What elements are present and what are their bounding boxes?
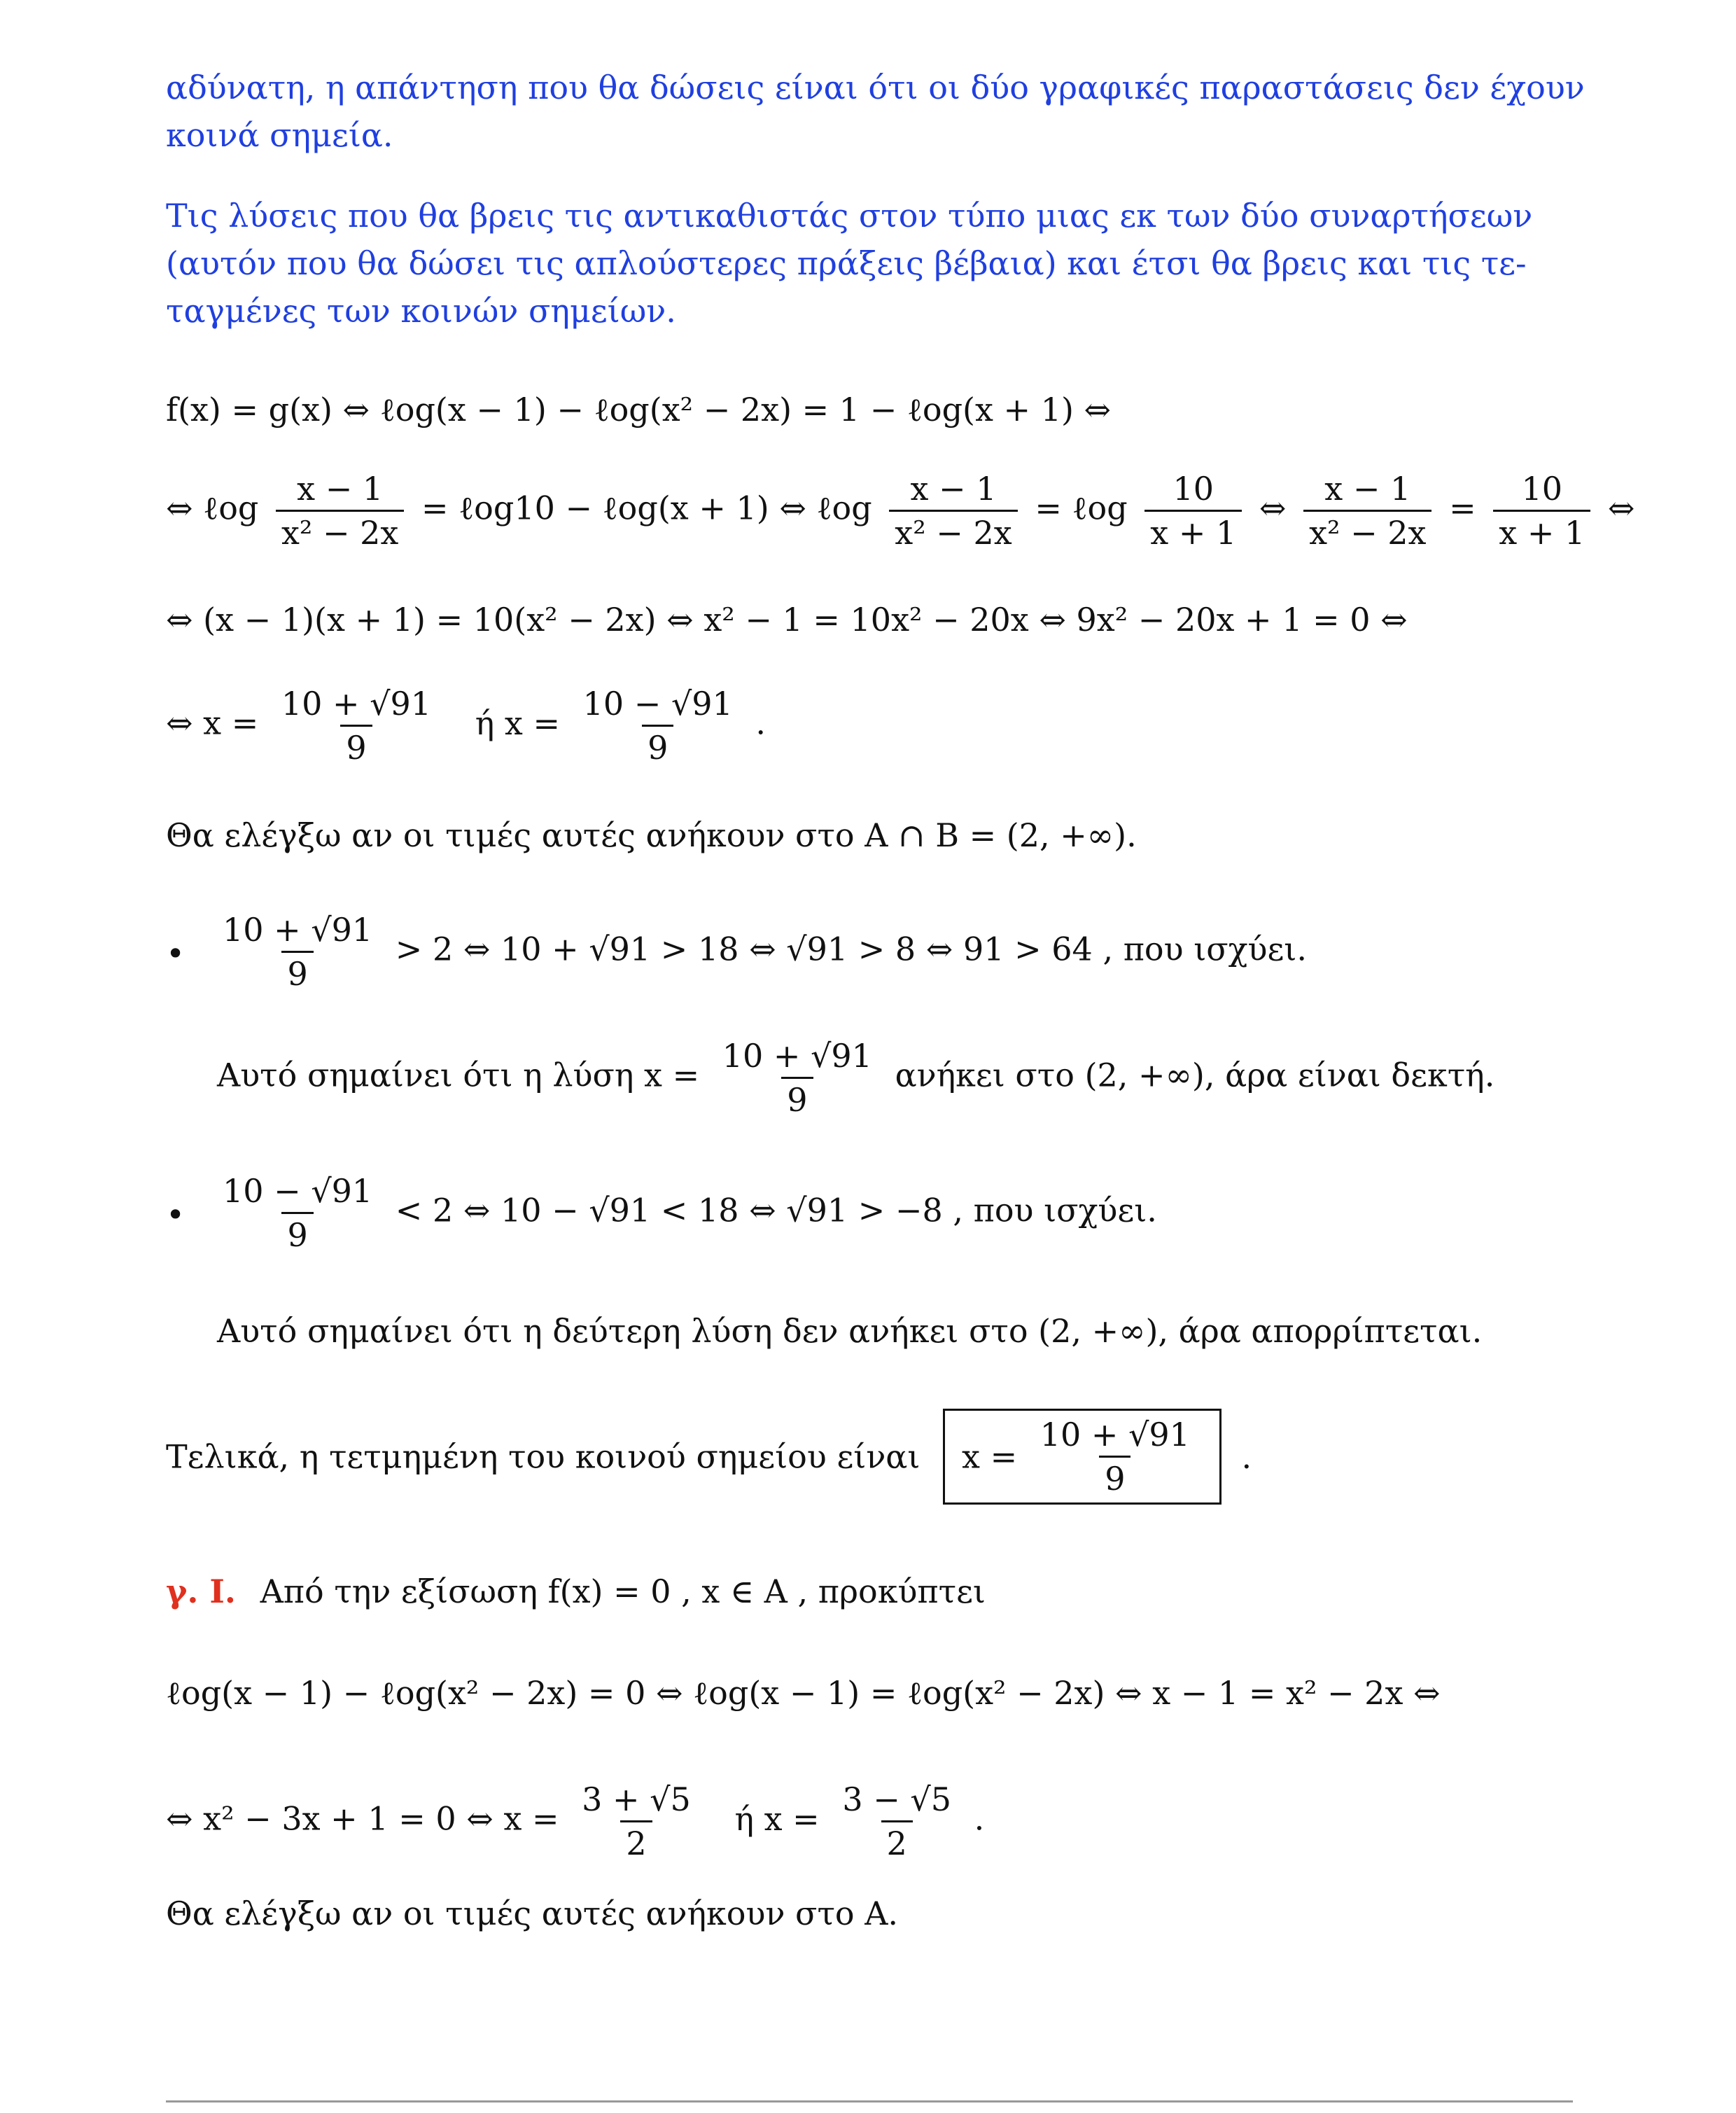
fraction: $\frac{x - 1}{\text{x² − 2x}}$ [1303,468,1432,554]
bullet-comment: Αυτό σημαίνει ότι η δεύτερη λύση δεν ανήκει στο (2, +∞), άρα απορρίπτεται. [217,1312,1483,1350]
equation-line: ⇔ ℓog $\frac{x - 1}{\text{x² − 2x}}$ = ℓog10 − ℓog(x + 1) ⇔ ℓog $\frac{x - 1}{\text{x² − 2x}}$ = ℓog $\frac{10}{x + 1}$ ⇔ $\frac{x - 1}{\text{x² − 2x}}$ = $\frac{10}{x + 1}$ ⇔ [166,468,1634,554]
final-answer-line: Τελικά, η τετμημένη του κοινού σημείου είναι x = $\frac{10 + √91}{9}$ . [166,1409,1252,1505]
fraction: $\frac{x - 1}{\text{x² − 2x}}$ [889,468,1017,554]
fraction: $\frac{10 + √91}{9}$ [1035,1414,1196,1500]
fraction: $\frac{10 + √91}{9}$ [717,1035,878,1121]
bullet-equation: $\frac{10 - √91}{9}$ < 2 ⇔ 10 − √91 < 18 ⇔ √91 > −8 , που ισχύει. [210,1170,1157,1256]
equation-line: ⇔ x = $\frac{10 + √91}{9}$ ή x = $\frac{10 - √91}{9}$ . [166,683,766,769]
fraction: $\frac{x - 1}{\text{x² − 2x}}$ [276,468,404,554]
bullet-comment: Αυτό σημαίνει ότι η λύση x = $\frac{10 + √91}{9}$ ανήκει στο (2, +∞), άρα είναι δεκτή. [217,1035,1494,1121]
check-text: Θα ελέγξω αν οι τιμές αυτές ανήκουν στο A ∩ B = (2, +∞). [166,816,1137,854]
fraction: $\frac{10}{x + 1}$ [1493,468,1590,554]
fraction: $\frac{3 - √5}{2}$ [836,1778,957,1864]
fraction: $\frac{10}{x + 1}$ [1144,468,1242,554]
bullet-icon: • [166,1196,186,1234]
equation-line: ⇔ x² − 3x + 1 = 0 ⇔ x = $\frac{3 + √5}{2}$ ή x = $\frac{3 - √5}{2}$ . [166,1778,984,1864]
fraction: $\frac{3 + √5}{2}$ [576,1778,696,1864]
part-gamma-heading: γ. Ι. Από την εξίσωση f(x) = 0 , x ∈ A , προκύπτει [166,1572,986,1610]
part-label: γ. Ι. [166,1572,236,1610]
check-text: Θα ελέγξω αν οι τιμές αυτές ανήκουν στο A. [166,1895,899,1932]
fraction: $\frac{10 - √91}{9}$ [578,683,738,769]
equation-line: ℓog(x − 1) − ℓog(x² − 2x) = 0 ⇔ ℓog(x − 1) = ℓog(x² − 2x) ⇔ x − 1 = x² − 2x ⇔ [166,1674,1441,1712]
blue-text-line: Τις λύσεις που θα βρεις τις αντικαθιστάς στον τύπο μιας εκ των δύο συναρτήσεων [166,197,1533,235]
bullet-equation: $\frac{10 + √91}{9}$ > 2 ⇔ 10 + √91 > 18 ⇔ √91 > 8 ⇔ 91 > 64 , που ισχύει. [210,909,1307,995]
fraction: $\frac{10 - √91}{9}$ [217,1170,378,1256]
fraction: $\frac{10 + √91}{9}$ [217,909,378,995]
equation-line: ⇔ (x − 1)(x + 1) = 10(x² − 2x) ⇔ x² − 1 = 10x² − 20x ⇔ 9x² − 20x + 1 = 0 ⇔ [166,601,1408,639]
fraction: $\frac{10 + √91}{9}$ [276,683,437,769]
answer-box: x = $\frac{10 + √91}{9}$ [943,1409,1222,1505]
blue-text-line: αδύνατη, η απάντηση που θα δώσεις είναι ότι οι δύο γραφικές παραστάσεις δεν έχουν [166,69,1585,106]
footer-divider [166,2100,1573,2102]
blue-text-line: κοινά σημεία. [166,116,393,154]
blue-text-line: (αυτόν που θα δώσει τις απλούστερες πράξεις βέβαια) και έτσι θα βρεις και τις τε- [166,244,1527,282]
bullet-icon: • [166,935,186,972]
equation-line: f(x) = g(x) ⇔ ℓog(x − 1) − ℓog(x² − 2x) = 1 − ℓog(x + 1) ⇔ [166,391,1112,428]
blue-text-line: ταγμένες των κοινών σημείων. [166,292,676,330]
